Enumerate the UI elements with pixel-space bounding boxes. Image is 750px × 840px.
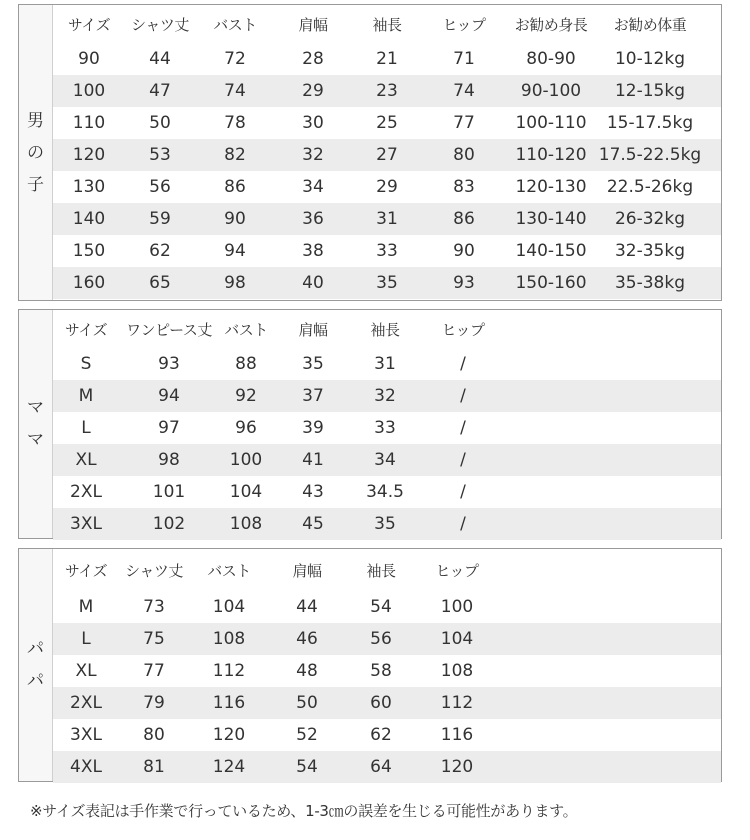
table-header-row bbox=[53, 5, 721, 43]
table-row bbox=[53, 235, 721, 267]
value-cell: 120 bbox=[440, 757, 474, 777]
value-cell: 32 bbox=[302, 145, 324, 165]
header-cell: 袖長 bbox=[372, 15, 402, 34]
size-cell: 120 bbox=[72, 145, 106, 165]
value-cell: 100 bbox=[229, 450, 263, 470]
value-cell: 71 bbox=[453, 49, 475, 69]
value-cell: 93 bbox=[158, 354, 180, 374]
value-cell: 12-15kg bbox=[614, 81, 686, 101]
header-cell: シャツ丈 bbox=[125, 561, 183, 580]
value-cell: 101 bbox=[152, 482, 186, 502]
value-cell: 65 bbox=[149, 273, 171, 293]
header-cell: 肩幅 bbox=[298, 15, 328, 34]
value-cell: / bbox=[460, 514, 466, 534]
table-row bbox=[53, 412, 721, 444]
value-cell: 112 bbox=[440, 693, 474, 713]
boys-side-label bbox=[19, 5, 53, 300]
value-cell: 86 bbox=[224, 177, 246, 197]
value-cell: 80 bbox=[143, 725, 165, 745]
boys-size-table bbox=[18, 4, 722, 301]
table-header-row bbox=[53, 310, 721, 348]
table-row bbox=[53, 508, 721, 540]
size-cell: 90 bbox=[78, 49, 100, 69]
papa-size-table bbox=[18, 548, 722, 782]
table-row bbox=[53, 107, 721, 139]
table-row bbox=[53, 267, 721, 299]
table-row bbox=[53, 655, 721, 687]
value-cell: 48 bbox=[296, 661, 318, 681]
size-cell: 3XL bbox=[70, 725, 102, 745]
header-cell: ワンピース丈 bbox=[126, 320, 212, 339]
value-cell: 35 bbox=[376, 273, 398, 293]
table-row bbox=[53, 348, 721, 380]
header-cell: ヒップ bbox=[442, 15, 486, 34]
header-cell: 肩幅 bbox=[292, 561, 322, 580]
header-cell: サイズ bbox=[64, 320, 108, 339]
value-cell: 29 bbox=[302, 81, 324, 101]
mama-rows bbox=[53, 348, 721, 540]
size-cell: S bbox=[80, 354, 92, 374]
table-row bbox=[53, 687, 721, 719]
value-cell: 32 bbox=[374, 386, 396, 406]
mama-table-body bbox=[53, 310, 721, 538]
value-cell: 59 bbox=[149, 209, 171, 229]
value-cell: 78 bbox=[224, 113, 246, 133]
value-cell: 46 bbox=[296, 629, 318, 649]
footnote: ※サイズ表記は手作業で行っているため、1-3㎝の誤差を生じる可能性があります。 bbox=[30, 802, 578, 820]
size-cell: 160 bbox=[72, 273, 106, 293]
header-cell: 袖長 bbox=[370, 320, 400, 339]
value-cell: 88 bbox=[235, 354, 257, 374]
value-cell: 25 bbox=[376, 113, 398, 133]
value-cell: 44 bbox=[149, 49, 171, 69]
size-cell: L bbox=[81, 629, 91, 649]
boys-rows bbox=[53, 43, 721, 299]
value-cell: 104 bbox=[440, 629, 474, 649]
size-cell: 3XL bbox=[70, 514, 102, 534]
value-cell: 74 bbox=[224, 81, 246, 101]
value-cell: / bbox=[460, 450, 466, 470]
value-cell: 33 bbox=[374, 418, 396, 438]
value-cell: 29 bbox=[376, 177, 398, 197]
side-label-char: パ bbox=[27, 671, 44, 691]
value-cell: 79 bbox=[143, 693, 165, 713]
value-cell: 56 bbox=[370, 629, 392, 649]
header-cell: 肩幅 bbox=[298, 320, 328, 339]
value-cell: 116 bbox=[212, 693, 246, 713]
value-cell: 30 bbox=[302, 113, 324, 133]
size-cell: 130 bbox=[72, 177, 106, 197]
value-cell: 17.5-22.5kg bbox=[598, 145, 702, 165]
value-cell: 36 bbox=[302, 209, 324, 229]
value-cell: 47 bbox=[149, 81, 171, 101]
header-cell: お勧め身長 bbox=[514, 15, 588, 34]
value-cell: 62 bbox=[149, 241, 171, 261]
size-cell: XL bbox=[75, 450, 97, 470]
value-cell: 140-150 bbox=[515, 241, 587, 261]
size-cell: M bbox=[78, 386, 94, 406]
value-cell: / bbox=[460, 354, 466, 374]
value-cell: 100-110 bbox=[515, 113, 587, 133]
side-label-char: の bbox=[27, 142, 44, 163]
value-cell: 120 bbox=[212, 725, 246, 745]
value-cell: 50 bbox=[296, 693, 318, 713]
value-cell: 32-35kg bbox=[614, 241, 686, 261]
value-cell: / bbox=[460, 386, 466, 406]
value-cell: 108 bbox=[440, 661, 474, 681]
value-cell: 43 bbox=[302, 482, 324, 502]
value-cell: 39 bbox=[302, 418, 324, 438]
papa-table-body bbox=[53, 549, 721, 781]
header-cell: バスト bbox=[224, 320, 268, 339]
papa-side-label bbox=[19, 549, 53, 781]
value-cell: 150-160 bbox=[515, 273, 587, 293]
value-cell: 37 bbox=[302, 386, 324, 406]
size-cell: 100 bbox=[72, 81, 106, 101]
table-row bbox=[53, 444, 721, 476]
table-row bbox=[53, 476, 721, 508]
value-cell: 94 bbox=[224, 241, 246, 261]
value-cell: 72 bbox=[224, 49, 246, 69]
table-row bbox=[53, 75, 721, 107]
value-cell: 100 bbox=[440, 597, 474, 617]
value-cell: 52 bbox=[296, 725, 318, 745]
table-header-row bbox=[53, 549, 721, 591]
value-cell: 98 bbox=[224, 273, 246, 293]
value-cell: 34.5 bbox=[366, 482, 404, 502]
value-cell: 26-32kg bbox=[614, 209, 686, 229]
value-cell: 94 bbox=[158, 386, 180, 406]
value-cell: 90 bbox=[453, 241, 475, 261]
size-cell: 140 bbox=[72, 209, 106, 229]
boys-table-body bbox=[53, 5, 721, 300]
header-cell: シャツ丈 bbox=[131, 15, 189, 34]
value-cell: 44 bbox=[296, 597, 318, 617]
value-cell: 90 bbox=[224, 209, 246, 229]
value-cell: 93 bbox=[453, 273, 475, 293]
value-cell: 27 bbox=[376, 145, 398, 165]
value-cell: 58 bbox=[370, 661, 392, 681]
header-cell: ヒップ bbox=[441, 320, 485, 339]
value-cell: 90-100 bbox=[520, 81, 582, 101]
value-cell: 50 bbox=[149, 113, 171, 133]
side-label-char: マ bbox=[27, 398, 44, 418]
value-cell: 56 bbox=[149, 177, 171, 197]
value-cell: 77 bbox=[453, 113, 475, 133]
value-cell: 130-140 bbox=[515, 209, 587, 229]
table-row bbox=[53, 139, 721, 171]
header-cell: サイズ bbox=[64, 561, 108, 580]
value-cell: 110-120 bbox=[515, 145, 587, 165]
side-label-char: パ bbox=[27, 639, 44, 659]
header-cell: バスト bbox=[207, 561, 251, 580]
side-label-char: 男 bbox=[27, 110, 44, 131]
value-cell: 15-17.5kg bbox=[606, 113, 694, 133]
value-cell: 22.5-26kg bbox=[606, 177, 694, 197]
mama-side-label bbox=[19, 310, 53, 538]
value-cell: 104 bbox=[229, 482, 263, 502]
value-cell: 97 bbox=[158, 418, 180, 438]
table-row bbox=[53, 751, 721, 783]
value-cell: 53 bbox=[149, 145, 171, 165]
value-cell: 33 bbox=[376, 241, 398, 261]
value-cell: 10-12kg bbox=[614, 49, 686, 69]
value-cell: 23 bbox=[376, 81, 398, 101]
value-cell: 108 bbox=[229, 514, 263, 534]
size-cell: 2XL bbox=[70, 693, 102, 713]
value-cell: 104 bbox=[212, 597, 246, 617]
value-cell: 124 bbox=[212, 757, 246, 777]
table-row bbox=[53, 591, 721, 623]
value-cell: 120-130 bbox=[515, 177, 587, 197]
size-cell: M bbox=[78, 597, 94, 617]
value-cell: 80-90 bbox=[526, 49, 576, 69]
value-cell: 75 bbox=[143, 629, 165, 649]
value-cell: 92 bbox=[235, 386, 257, 406]
value-cell: 34 bbox=[374, 450, 396, 470]
papa-rows bbox=[53, 591, 721, 783]
table-row bbox=[53, 43, 721, 75]
value-cell: 54 bbox=[296, 757, 318, 777]
value-cell: 116 bbox=[440, 725, 474, 745]
value-cell: 31 bbox=[374, 354, 396, 374]
header-cell: ヒップ bbox=[435, 561, 479, 580]
value-cell: 64 bbox=[370, 757, 392, 777]
header-cell: 袖長 bbox=[366, 561, 396, 580]
value-cell: 60 bbox=[370, 693, 392, 713]
mama-size-table bbox=[18, 309, 722, 539]
value-cell: 73 bbox=[143, 597, 165, 617]
value-cell: 62 bbox=[370, 725, 392, 745]
value-cell: 45 bbox=[302, 514, 324, 534]
value-cell: 38 bbox=[302, 241, 324, 261]
size-cell: 4XL bbox=[70, 757, 102, 777]
side-label-char: マ bbox=[27, 430, 44, 450]
value-cell: 34 bbox=[302, 177, 324, 197]
value-cell: 96 bbox=[235, 418, 257, 438]
header-cell: サイズ bbox=[67, 15, 111, 34]
value-cell: 82 bbox=[224, 145, 246, 165]
value-cell: 98 bbox=[158, 450, 180, 470]
size-cell: 150 bbox=[72, 241, 106, 261]
table-row bbox=[53, 380, 721, 412]
value-cell: 102 bbox=[152, 514, 186, 534]
table-row bbox=[53, 623, 721, 655]
value-cell: 41 bbox=[302, 450, 324, 470]
size-cell: 2XL bbox=[70, 482, 102, 502]
value-cell: 35 bbox=[374, 514, 396, 534]
size-cell: XL bbox=[75, 661, 97, 681]
value-cell: 21 bbox=[376, 49, 398, 69]
table-row bbox=[53, 171, 721, 203]
value-cell: 40 bbox=[302, 273, 324, 293]
value-cell: 54 bbox=[370, 597, 392, 617]
value-cell: 35 bbox=[302, 354, 324, 374]
value-cell: 83 bbox=[453, 177, 475, 197]
value-cell: 74 bbox=[453, 81, 475, 101]
value-cell: 31 bbox=[376, 209, 398, 229]
size-cell: L bbox=[81, 418, 91, 438]
side-label-char: 子 bbox=[27, 174, 44, 195]
value-cell: / bbox=[460, 418, 466, 438]
value-cell: 108 bbox=[212, 629, 246, 649]
value-cell: 112 bbox=[212, 661, 246, 681]
value-cell: 81 bbox=[143, 757, 165, 777]
table-row bbox=[53, 203, 721, 235]
value-cell: 77 bbox=[143, 661, 165, 681]
value-cell: 28 bbox=[302, 49, 324, 69]
header-cell: お勧め体重 bbox=[613, 15, 687, 34]
value-cell: 86 bbox=[453, 209, 475, 229]
table-row bbox=[53, 719, 721, 751]
value-cell: / bbox=[460, 482, 466, 502]
value-cell: 35-38kg bbox=[614, 273, 686, 293]
header-cell: バスト bbox=[213, 15, 257, 34]
value-cell: 80 bbox=[453, 145, 475, 165]
size-cell: 110 bbox=[72, 113, 106, 133]
